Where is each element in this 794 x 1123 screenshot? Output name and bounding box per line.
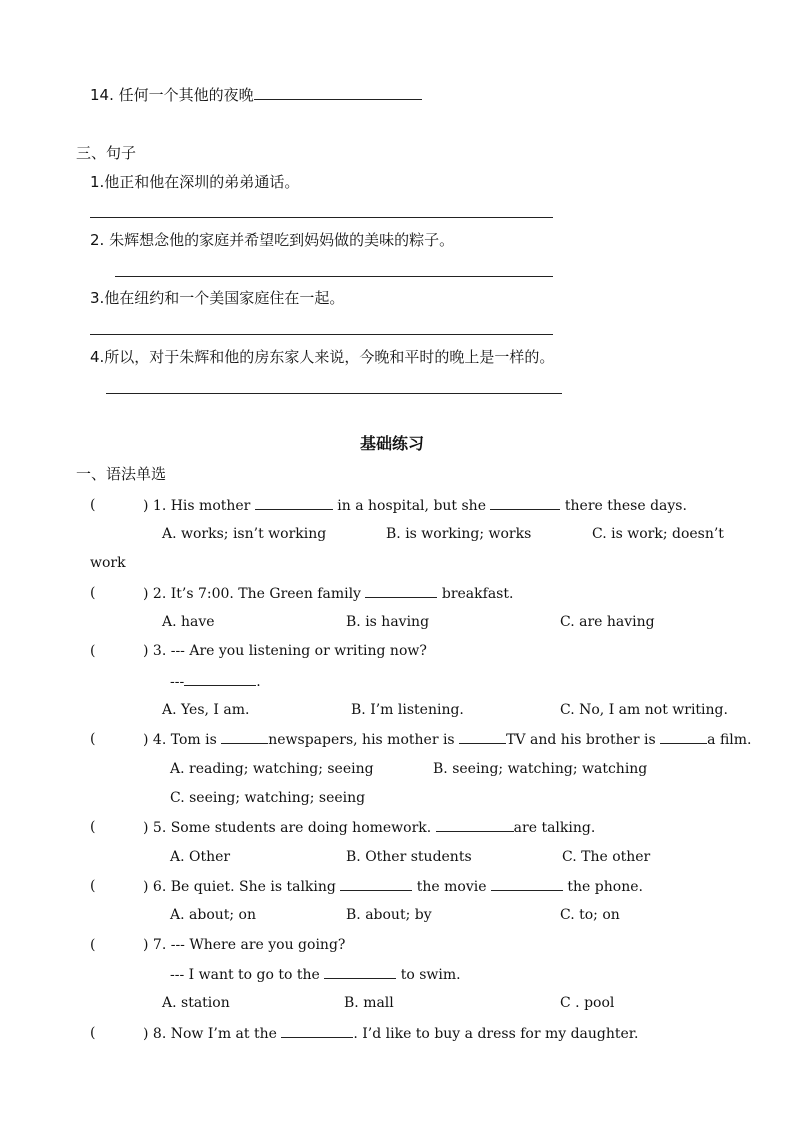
q1-paren[interactable]: ( [90,497,96,513]
q2-blank[interactable] [365,584,437,598]
q7-paren[interactable]: ( [90,937,96,953]
q5-option-b: B. Other students [346,849,472,865]
q5-paren[interactable]: ( [90,819,96,835]
sentence-2-answer-line[interactable] [115,276,553,277]
q4-stem-3: TV and his brother is [506,732,661,748]
q1-option-c-wrap: work [90,555,126,571]
question-7: ) 7. --- Where are you going? [143,937,346,953]
q7-line-2-stem-2: to swim. [396,967,461,983]
q1-option-a: A. works; isn’t working [162,526,327,542]
q3-paren[interactable]: ( [90,643,96,659]
q5-option-c: C. The other [562,849,651,865]
q1-stem-2: in a hospital, but she [332,498,491,514]
question-2 [143,584,513,603]
q1-option-b: B. is working; works [386,526,532,542]
q8-stem: ) 8. Now I’m at the [143,1026,282,1042]
q1-stem-3: there these days. [560,498,687,514]
section-heading-sentences: 三、句子 [76,144,137,162]
sentence-3: 3.他在纽约和一个美国家庭住在一起。 [90,289,345,307]
q7-blank[interactable] [324,965,396,979]
q6-stem-2: the movie [412,879,491,895]
q3-blank[interactable] [184,672,256,686]
q8-blank[interactable] [281,1024,353,1038]
q5-stem-2: are talking. [513,820,596,836]
q4-stem-2: newspapers, his mother is [268,732,460,748]
question-3: ) 3. --- Are you listening or writing now? [143,643,427,659]
q6-option-b: B. about; by [346,907,432,923]
q1-blank-2[interactable] [490,496,560,510]
q4-stem: ) 4. Tom is [143,732,222,748]
q2-paren[interactable]: ( [90,585,96,601]
sentence-1-answer-line[interactable] [90,217,553,218]
question-5 [143,818,595,837]
q6-blank-2[interactable] [491,877,563,891]
question-6 [143,877,643,896]
q2-stem-2: breakfast. [437,586,514,602]
question-1 [143,496,687,515]
q4-paren[interactable]: ( [90,731,96,747]
question-8 [143,1024,638,1043]
q4-option-b: B. seeing; watching; watching [433,761,648,777]
q5-stem: ) 5. Some students are doing homework. [143,820,436,836]
vocab-item-14-text: 14. 任何一个其他的夜晚 [90,86,254,104]
q3-option-c: C. No, I am not writing. [560,702,728,718]
q7-option-c: C . pool [560,995,615,1011]
q7-option-a: A. station [162,995,230,1011]
q2-option-a: A. have [162,614,215,630]
sentence-4: 4.所以，对于朱辉和他的房东家人来说，今晚和平时的晚上是一样的。 [90,348,555,366]
q7-line-2-stem: --- I want to go to the [170,967,325,983]
q8-paren[interactable]: ( [90,1025,96,1041]
q7-option-b: B. mall [344,995,394,1011]
q4-blank-3[interactable] [660,730,707,744]
q8-stem-2: . I’d like to buy a dress for my daughter. [353,1026,639,1042]
q7-line-2 [170,965,461,984]
q2-option-c: C. are having [560,614,655,630]
q5-blank[interactable] [436,818,514,832]
q6-stem: ) 6. Be quiet. She is talking [143,879,341,895]
q6-stem-3: the phone. [562,879,643,895]
q4-blank-2[interactable] [459,730,506,744]
q3-answer-line [170,672,261,691]
q6-blank-1[interactable] [340,877,412,891]
vocab-item-14 [90,86,422,104]
q4-option-c: C. seeing; watching; seeing [170,790,366,806]
q5-option-a: A. Other [170,849,231,865]
sentence-3-answer-line[interactable] [90,334,553,335]
q4-option-a: A. reading; watching; seeing [170,761,374,777]
q3-option-a: A. Yes, I am. [162,702,250,718]
q2-option-b: B. is having [346,614,430,630]
section-heading-grammar: 一、语法单选 [76,465,167,483]
practice-title: 基础练习 [360,434,425,453]
q3-answer-prefix: --- [170,674,185,690]
q4-stem-4: a film. [707,732,752,748]
q2-stem: ) 2. It’s 7:00. The Green family [143,586,366,602]
q4-blank-1[interactable] [221,730,268,744]
answer-blank[interactable] [254,86,422,100]
q1-blank-1[interactable] [255,496,333,510]
q6-option-a: A. about; on [170,907,257,923]
q6-paren[interactable]: ( [90,878,96,894]
q6-option-c: C. to; on [560,907,620,923]
q3-option-b: B. I’m listening. [351,702,464,718]
sentence-1: 1.他正和他在深圳的弟弟通话。 [90,173,300,191]
sentence-2: 2. 朱辉想念他的家庭并希望吃到妈妈做的美味的粽子。 [90,231,455,249]
sentence-4-answer-line[interactable] [106,393,562,394]
question-4 [143,730,752,749]
q1-option-c: C. is work; doesn’t [592,526,724,542]
q3-answer-end: . [256,674,261,690]
q1-stem: ) 1. His mother [143,498,255,514]
